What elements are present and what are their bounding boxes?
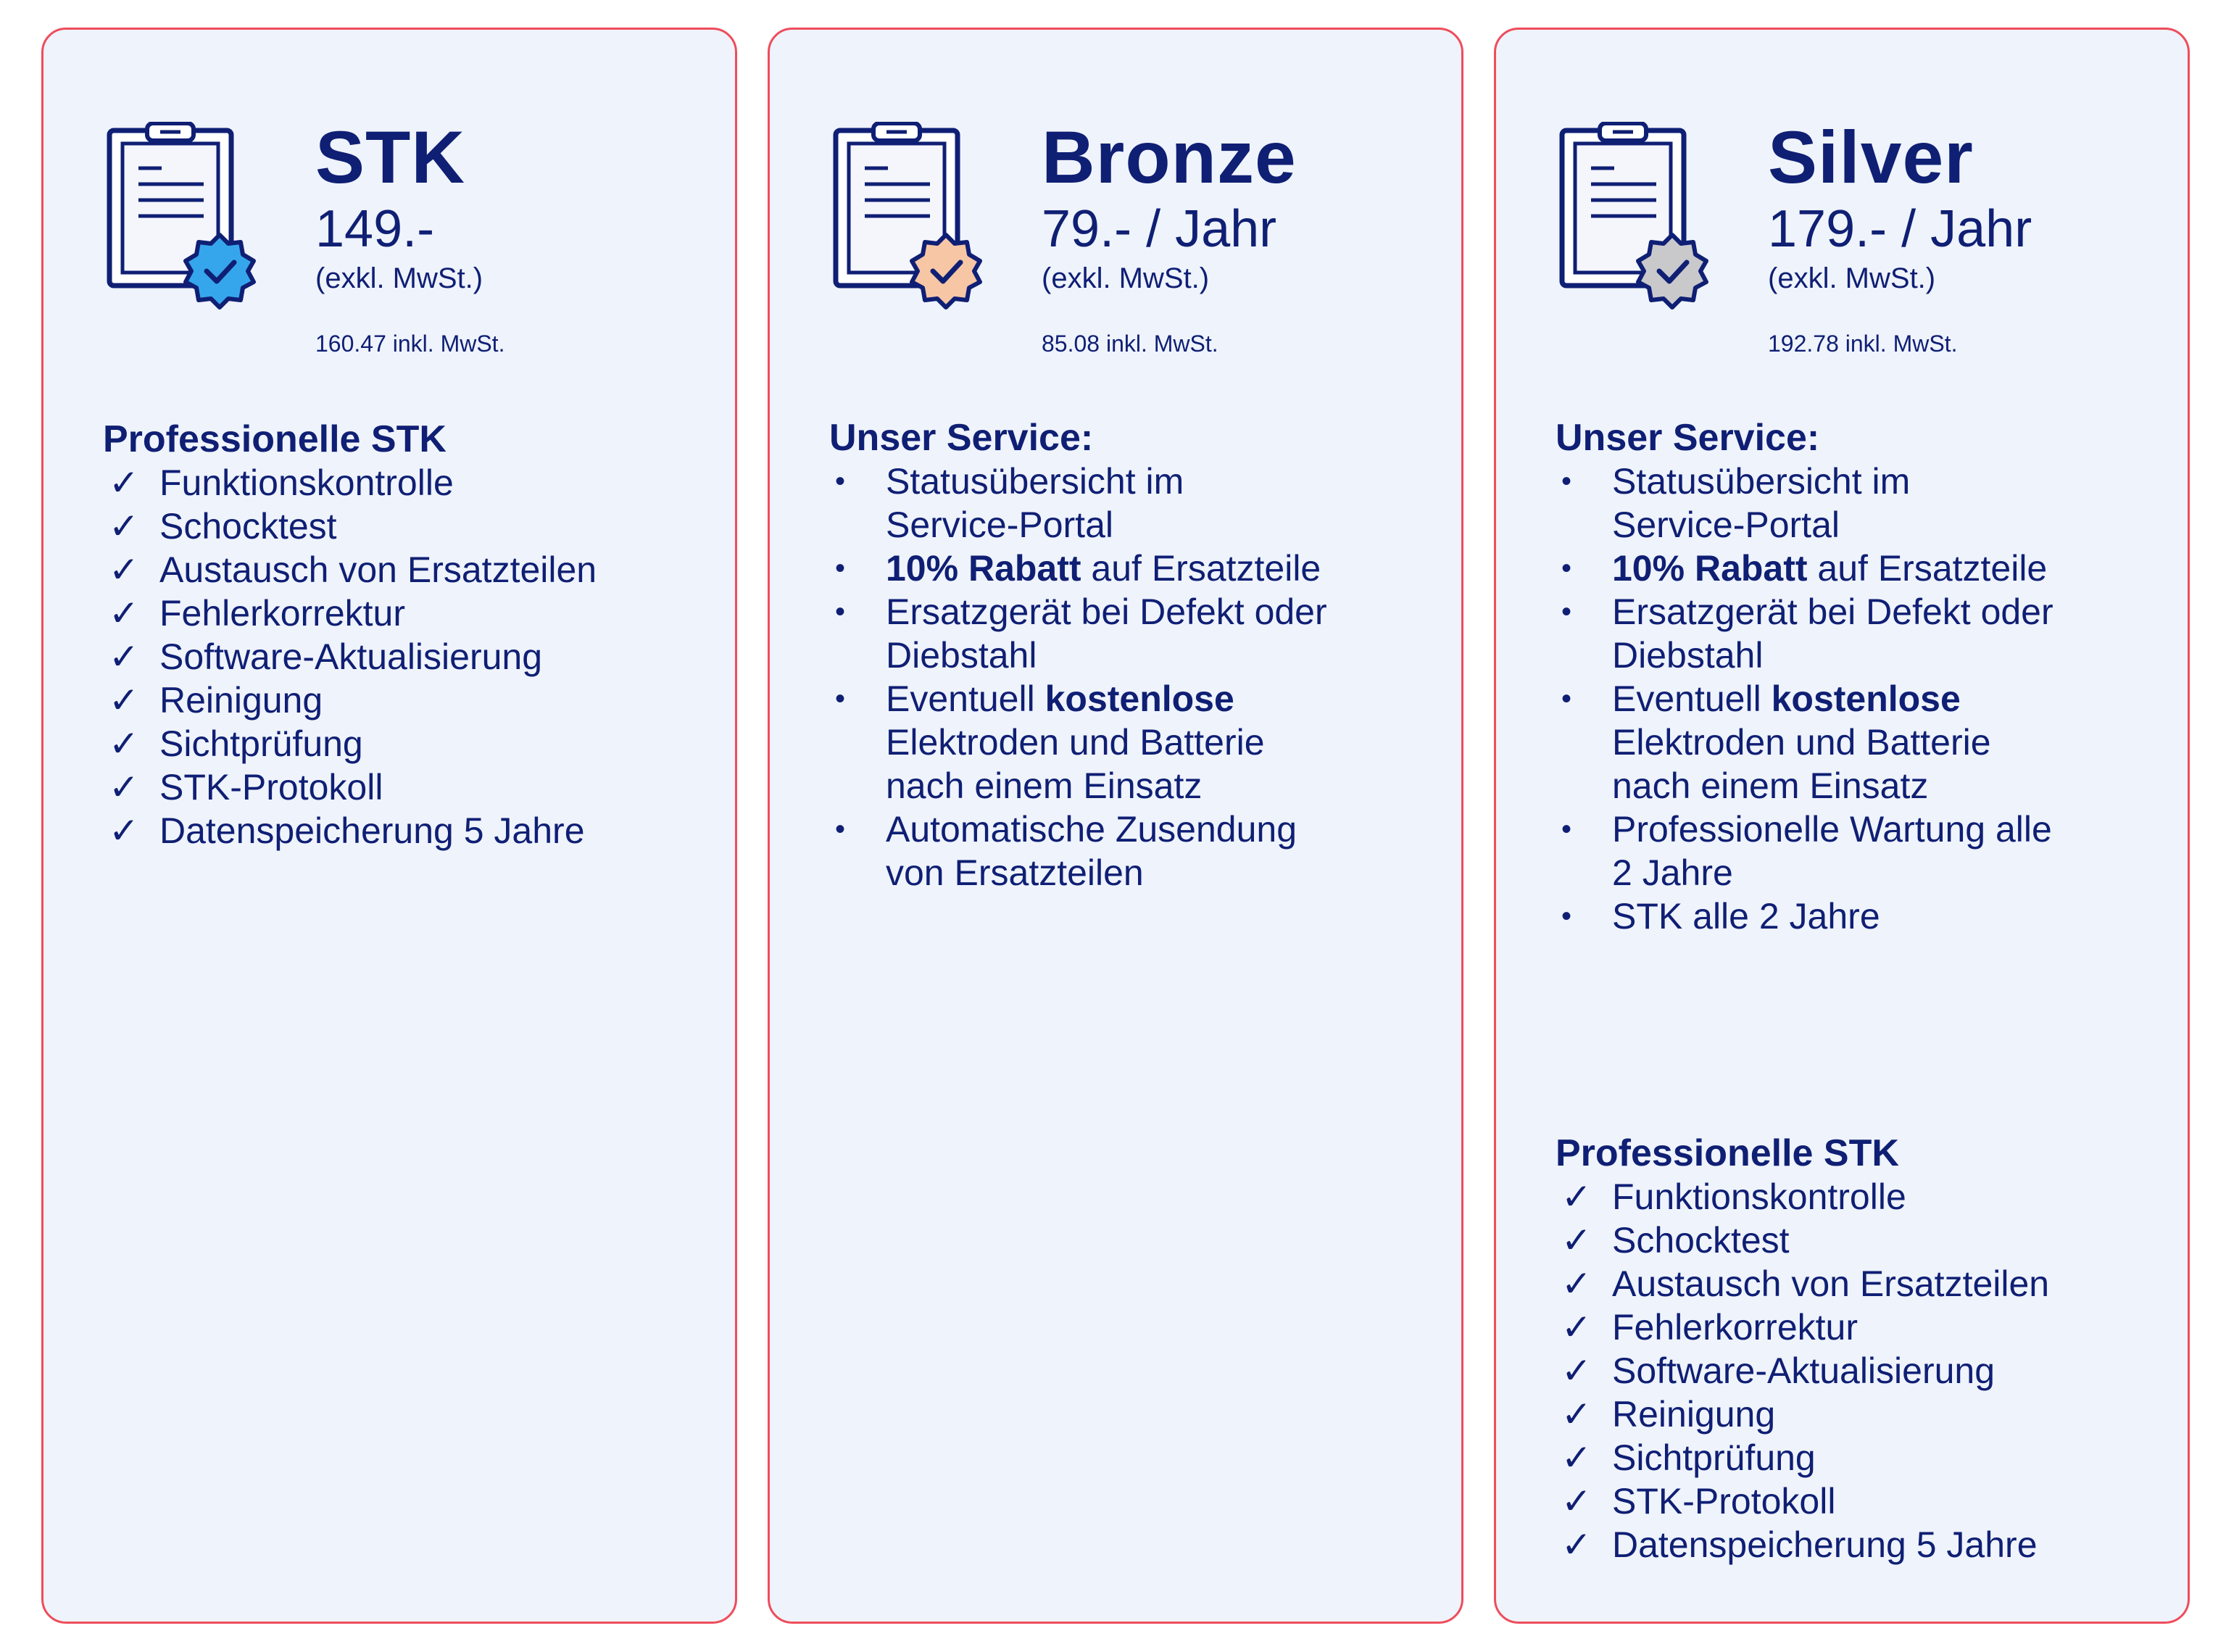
bullet-icon: • (1561, 465, 1572, 497)
list-item: ✓ Austausch von Ersatzteilen (109, 549, 597, 590)
list-item: ✓ Reinigung (1561, 1394, 1776, 1435)
bullet-icon: • (835, 596, 846, 628)
check-icon: ✓ (1561, 1263, 1592, 1304)
bullet-icon: • (1561, 813, 1572, 845)
list-item: • Statusübersicht im Service-Portal (1561, 461, 1911, 545)
list-item: ✓ STK-Protokoll (109, 767, 383, 808)
list-item: ✓ Funktionskontrolle (109, 462, 454, 503)
list-item: ✓ Schocktest (1561, 1220, 1790, 1261)
check-icon: ✓ (109, 810, 139, 851)
plan-price-excl-note: (exkl. MwSt.) (1042, 262, 1210, 294)
list-item: ✓ Schocktest (109, 506, 337, 547)
check-icon: ✓ (1561, 1220, 1592, 1261)
list-item: • 10% Rabatt auf Ersatzteile (1561, 548, 2048, 589)
list-item: • Ersatzgerät bei Defekt oder Diebstahl (835, 592, 1327, 676)
list-item: ✓ Reinigung (109, 680, 323, 721)
plan-price: 149.- (315, 200, 435, 258)
list-item: ✓ Software-Aktualisierung (109, 636, 543, 677)
check-icon: ✓ (109, 723, 139, 764)
plan-price-incl: 85.08 inkl. MwSt. (1042, 331, 1218, 357)
plan-price-incl: 192.78 inkl. MwSt. (1768, 331, 1958, 357)
check-icon: ✓ (109, 593, 139, 634)
stk-section-title: Professionelle STK (1556, 1132, 1899, 1174)
list-item: • Professionelle Wartung alle 2 Jahre (1561, 809, 2052, 893)
bullet-icon: • (1561, 596, 1572, 628)
plan-header (315, 116, 505, 357)
plan-card-stk (41, 28, 737, 1624)
service-list (1561, 460, 2053, 938)
list-item: ✓ Fehlerkorrektur (109, 593, 405, 634)
plan-price-excl-note: (exkl. MwSt.) (1768, 262, 1936, 294)
stk-checklist (109, 461, 597, 852)
list-item: ✓ Sichtprüfung (1561, 1437, 1816, 1478)
service-section-title: Unser Service: (1556, 417, 1820, 459)
bullet-icon: • (835, 552, 846, 584)
check-icon: ✓ (109, 680, 139, 721)
plan-card-silver (1494, 28, 2190, 1624)
list-item: • 10% Rabatt auf Ersatzteile (835, 548, 1321, 589)
check-icon: ✓ (1561, 1176, 1592, 1217)
bullet-icon: • (835, 813, 846, 845)
list-item: ✓ Software-Aktualisierung (1561, 1350, 1995, 1391)
list-item: • Statusübersicht im Service-Portal (835, 461, 1184, 545)
plan-price: 79.- / Jahr (1042, 200, 1277, 258)
bullet-icon: • (1561, 900, 1572, 932)
plan-header (1768, 116, 2032, 357)
verified-badge-icon (186, 235, 254, 307)
check-icon: ✓ (1561, 1394, 1592, 1435)
list-item: • Eventuell kostenlose Elektroden und Batterie nach einem Einsatz (835, 678, 1265, 806)
check-icon: ✓ (109, 549, 139, 590)
list-item: ✓ Funktionskontrolle (1561, 1176, 1906, 1217)
list-item: • STK alle 2 Jahre (1561, 896, 1880, 937)
list-item: ✓ Datenspeicherung 5 Jahre (1561, 1524, 2038, 1565)
bullet-icon: • (1561, 683, 1572, 715)
clipboard-check-icon (105, 122, 272, 346)
stk-section-title: Professionelle STK (103, 418, 447, 460)
plan-name: Bronze (1042, 116, 1297, 199)
verified-badge-icon (912, 235, 980, 307)
check-icon: ✓ (109, 636, 139, 677)
list-item: • Automatische Zusendung von Ersatzteilen (835, 809, 1297, 893)
plan-price-incl: 160.47 inkl. MwSt. (315, 331, 505, 357)
list-item: ✓ Fehlerkorrektur (1561, 1307, 1858, 1348)
check-icon: ✓ (109, 462, 139, 503)
clipboard-check-icon (1558, 122, 1724, 346)
plan-name: STK (315, 116, 465, 199)
list-item: ✓ Sichtprüfung (109, 723, 363, 764)
bullet-icon: • (1561, 552, 1572, 584)
bullet-icon: • (835, 683, 846, 715)
verified-badge-icon (1638, 235, 1706, 307)
check-icon: ✓ (109, 767, 139, 808)
clipboard-check-icon (831, 122, 998, 346)
check-icon: ✓ (1561, 1437, 1592, 1478)
list-item: ✓ Austausch von Ersatzteilen (1561, 1263, 2050, 1304)
check-icon: ✓ (1561, 1350, 1592, 1391)
list-item: • Ersatzgerät bei Defekt oder Diebstahl (1561, 592, 2053, 676)
check-icon: ✓ (109, 506, 139, 547)
service-list (835, 460, 1327, 895)
service-section-title: Unser Service: (829, 417, 1094, 459)
stk-checklist (1561, 1175, 2049, 1566)
bullet-icon: • (835, 465, 846, 497)
list-item: • Eventuell kostenlose Elektroden und Batterie nach einem Einsatz (1561, 678, 1991, 806)
plan-name: Silver (1768, 116, 1974, 199)
list-item: ✓ Datenspeicherung 5 Jahre (109, 810, 585, 851)
check-icon: ✓ (1561, 1524, 1592, 1565)
plan-header (1042, 116, 1297, 357)
plan-price-excl-note: (exkl. MwSt.) (315, 262, 483, 294)
plan-price: 179.- / Jahr (1768, 200, 2032, 258)
plan-card-bronze (768, 28, 1463, 1624)
list-item: ✓ STK-Protokoll (1561, 1481, 1836, 1522)
check-icon: ✓ (1561, 1481, 1592, 1522)
check-icon: ✓ (1561, 1307, 1592, 1348)
